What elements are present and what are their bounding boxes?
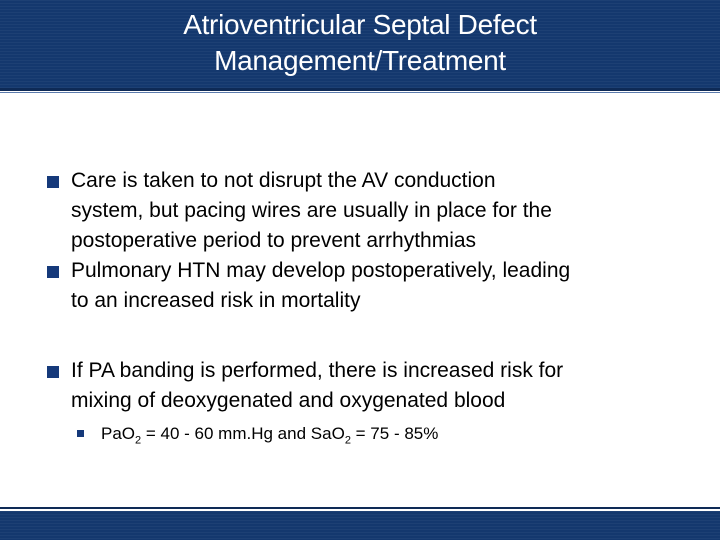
bullet-3-line-2: mixing of deoxygenated and oxygenated blood [71,389,506,412]
slide-title [0,7,720,79]
sub-bullet-square-icon [77,430,84,437]
slide-title-line-2: Management/Treatment [214,45,506,76]
title-divider [0,88,720,91]
pao-value: = 40 - 60 mm.Hg and [141,424,311,443]
slide-title-line-1: Atrioventricular Septal Defect [183,9,537,40]
bullet-1-line-2: system, but pacing wires are usually in place for the [71,199,552,222]
bullet-text-1 [71,166,671,256]
sao-value: = 75 - 85% [350,424,439,443]
sub-bullet-text [101,422,438,452]
footer-divider [0,507,720,509]
bullet-1-line-3: postoperative period to prevent arrhythmias [71,229,477,252]
bullet-square-icon [47,266,59,278]
bullet-2-line-2: to an increased risk in mortality [71,289,361,312]
pao-label: PaO [101,424,136,443]
bullet-text-2 [71,256,671,316]
bullet-1-line-1: Care is taken to not disrupt the AV conduction [71,169,496,192]
sao-subscript: 2 [344,434,351,447]
bullet-text-3 [71,356,671,416]
title-divider-accent [0,92,720,93]
sao-label: SaO [310,424,345,443]
footer-bar [0,511,720,540]
bullet-3-line-1: If PA banding is performed, there is increased risk for [71,359,564,382]
pao-subscript: 2 [135,434,142,447]
bullet-2-line-1: Pulmonary HTN may develop postoperatively, leading [71,259,571,282]
bullet-square-icon [47,366,59,378]
bullet-square-icon [47,176,59,188]
